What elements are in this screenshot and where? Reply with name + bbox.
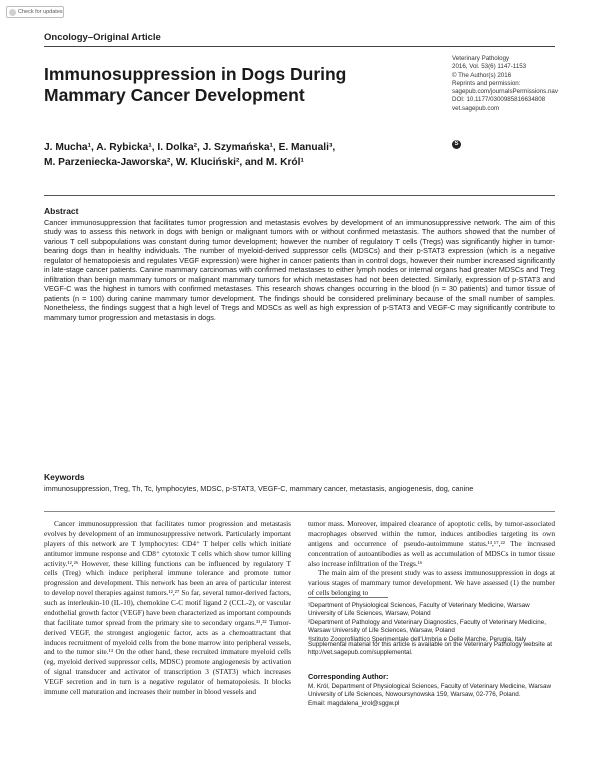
keywords-text: immunosuppression, Treg, Th, Tc, lymphocytes, MDSC, p-STAT3, VEGF-C, mammary cancer, metastasis, angiogenesis, dog, canine — [44, 484, 474, 493]
corresponding-author-email[interactable]: Email: magdalena_krol@sggw.pl — [308, 699, 400, 707]
check-updates-icon — [9, 9, 16, 16]
journal-name: Veterinary Pathology — [452, 55, 510, 62]
keywords-heading: Keywords — [44, 472, 85, 482]
journal-reprints: Reprints and permission: — [452, 79, 521, 87]
abstract-heading: Abstract — [44, 206, 79, 216]
supplemental-note: Supplemental material for this article is available on the Veterinary Pathology website at http://vet.sagepub.com/supplemental. — [308, 641, 552, 657]
affiliation-item: ¹Department of Physiological Sciences, Faculty of Veterinary Medicine, Warsaw University of Life Sciences, Warsaw, Poland — [308, 602, 530, 618]
footnote-divider — [308, 597, 388, 598]
section-label: Oncology–Original Article — [44, 32, 161, 43]
abstract-divider — [44, 195, 555, 196]
journal-url[interactable]: vet.sagepub.com — [452, 104, 500, 112]
body-column-left — [44, 519, 291, 697]
affiliations — [308, 602, 558, 644]
check-updates-label: Check for updates — [18, 9, 63, 15]
publisher-logo-icon: S — [452, 140, 461, 149]
authors-line-2: M. Parzeniecka-Jaworska², W. Kluciński², and M. Król¹ — [44, 157, 304, 168]
header-divider — [44, 46, 555, 47]
body-paragraph: The main aim of the present study was to assess immunosuppression in dogs at various stages of mammary tumor development. We have assessed (1) the number of cells belonging to — [308, 568, 555, 598]
corresponding-author-heading: Corresponding Author: — [308, 672, 389, 681]
author-list — [44, 140, 404, 170]
abstract-text: Cancer immunosuppression that facilitates tumor progression and metastasis evolves by development of an immunosuppressive network. The aim of this study was to assess this network in dogs with benign or malignant tumors with or without confirmed metastasis. The authors showed that the number of various T cell subpopulations was constant during tumor development; however the number of regulatory T cells (Tregs) was significantly higher in tumor-bearing dogs than in healthy individuals. The number of myeloid-derived suppressor cells (MDSCs) and their p-STAT3 expression (which is a negative regulator of hematopoiesis and regulates VEGF expression) were higher in cancer patients than in control dogs, however their number increased significantly in late-stage cancer patients. Canine mammary carcinomas with confirmed metastases to either lymph nodes or internal organs had greater MDSCs and Treg infiltration than benign mammary tumors or malignant mammary tumors for which metastases had not been detected. Similarly, expression of p-STAT3 and VEGF-C was the highest in tumors with confirmed metastases. This research shows changes occurring in the blood (n = 30 patients) and tumor tissue of patients (n = 100) during canine mammary tumor development. The findings should be considered preliminary because of the small number of samples. Nonetheless, the findings suggest that a high level of Tregs and MDSCs as well as high expression of p-STAT3 and VEGF-C may significantly contribute to mammary tumor progression and metastasis in dogs. — [44, 218, 555, 322]
corresponding-author-address: M. Król, Department of Physiological Sciences, Faculty of Veterinary Medicine, Warsaw University of Life Sciences, Nowoursynowska 159, Warsaw, 02-776, Poland. — [308, 683, 551, 699]
body-column-right — [308, 519, 555, 598]
journal-permissions-link[interactable]: sagepub.com/journalsPermissions.nav — [452, 88, 558, 96]
body-paragraph: tumor mass. Moreover, impaired clearance of apoptotic cells, by tumor-associated macrophages observed within the tumor, induces antibodies targeting its own antigens and occurrence of pseudo-autoimmune status.¹³,¹⁷,²² The increased concentration of autoantibodies as well as accumulation of MDSCs in tumor tissue also increase infiltration of the Tregs.¹⁶ — [308, 519, 555, 568]
journal-doi[interactable]: DOI: 10.1177/0300985816634808 — [452, 96, 546, 104]
corresponding-author-details — [308, 683, 558, 708]
journal-info — [452, 55, 572, 113]
article-title: Immunosuppression in Dogs During Mammary Cancer Development — [44, 64, 347, 105]
journal-copyright: © The Author(s) 2016 — [452, 71, 512, 79]
body-paragraph: Cancer immunosuppression that facilitates tumor progression and metastasis evolves by development of an immunosuppressive network. Particularly important players of this network are T lymphocytes: CD4⁺ T helper cells which initiate antitumor immune response and CD8⁺ cytotoxic T cells which show tumor killing activity.¹²,²⁶ However, these killing functions can be influenced by regulatory T cells (Treg) which induce peripheral immune tolerance and promote tumor progression and development. This network has been an area of particular interest to develop novel therapies against tumors.¹²,²⁷ So far, several tumor-derived factors, such as interleukin-10 (IL-10), chemokine C-C motif ligand 2 (CCL-2), or vascular endothelial growth factor (VEGF) have been characterized as important compounds that facilitate tumor spread from the primary site to secondary organs.³¹,³² Tumor-derived VEGF, the strongest angiogenic factor, acts as a chemoattractant that induces recruitment of myeloid cells from the bone marrow into peripheral vessels, and to the tumor site.¹³ On the other hand, these recruited immature myeloid cells (eg, myeloid derived suppressor cells, MDSC) promote angiogenesis by activation of signal transducer and activator of transcription 3 (STAT3) which increases VEGF secretion and in turn is a negative regulator of hematopoiesis. It blocks immune cell maturation and increases their number in blood vessels and — [44, 519, 291, 696]
authors-line-1: J. Mucha¹, A. Rybicka¹, I. Dolka², J. Szymańska¹, E. Manuali³, — [44, 142, 336, 153]
check-for-updates-badge[interactable] — [6, 6, 64, 18]
keywords-divider — [44, 511, 555, 512]
affiliation-item: ²Department of Pathology and Veterinary Diagnostics, Faculty of Veterinary Medicine, Warsaw University of Life Sciences, Warsaw, Poland — [308, 618, 547, 635]
journal-volume: 2016, Vol. 53(6) 1147-1153 — [452, 63, 527, 71]
affiliation-item: ³Istituto Zooprofilattico Sperimentale dell'Umbria e Delle Marche, Perugia, Italy — [308, 635, 527, 643]
